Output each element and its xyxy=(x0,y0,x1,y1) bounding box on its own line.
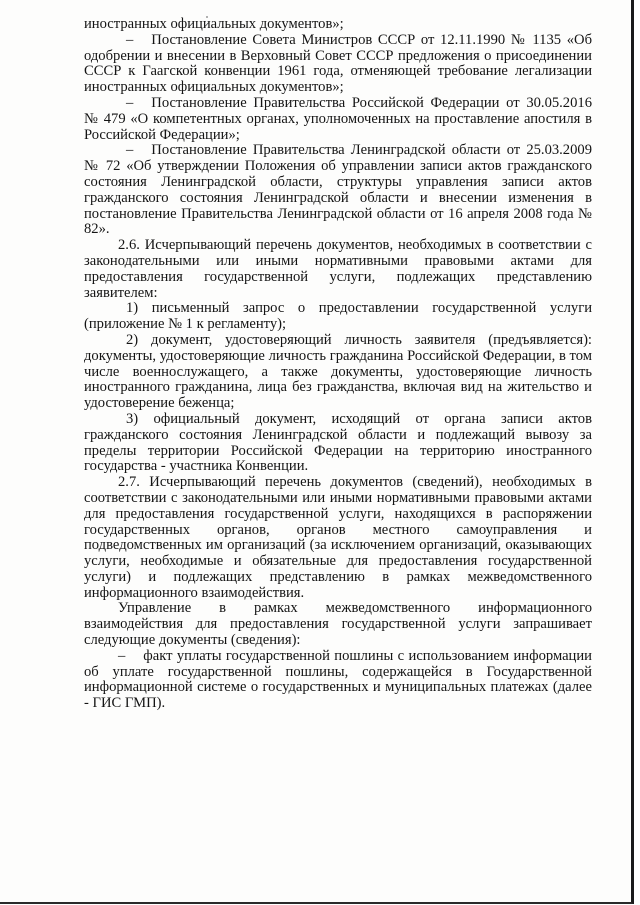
paragraph-11 xyxy=(84,649,592,712)
document-body xyxy=(84,17,592,712)
paragraph-5 xyxy=(84,238,592,301)
paragraph-6 xyxy=(84,301,592,333)
paragraph-9 xyxy=(84,475,592,601)
dash-marker: – xyxy=(126,31,134,48)
paragraph-1-text: иностранных официальных документов»; xyxy=(84,16,344,32)
paragraph-3 xyxy=(84,96,592,143)
paragraph-8-text: 3) официальный документ, исходящий от органа записи актов гражданского состояния Ленинградской области и подлежащий вывозу за пределы территории Российской Федерации на территорию иностранного государства - участника Конвенции. xyxy=(84,410,592,475)
paragraph-3-text: Постановление Правительства Российской Федерации от 30.05.2016 № 479 «О компетентных органах, уполномоченных на проставление апостиля в Российской Федерации»; xyxy=(84,94,592,143)
dash-marker: – xyxy=(126,94,134,111)
paragraph-7-text: 2) документ, удостоверяющий личность заявителя (предъявляется): документы, удостоверяющие личность гражданина Российской Федерации, в том числе военнослужащего, а также документы, удостоверяющие личность иностранного гражданина, лица без гражданства, включая вид на жительство и удостоверение беженца; xyxy=(84,331,592,412)
dash-marker: – xyxy=(118,647,126,664)
paragraph-11-text: факт уплаты государственной пошлины с использованием информации об уплате государственной пошлины, содержащейся в Государственной информационной системе о государственных и муниципальных платежах (далее - ГИС ГМП). xyxy=(84,647,592,712)
paragraph-4 xyxy=(84,143,592,238)
paragraph-10-text: Управление в рамках межведомственного информационного взаимодействия для предоставления государственной услуги запрашивает следующие документы (сведения): xyxy=(84,600,592,649)
dash-marker: – xyxy=(126,142,134,159)
paragraph-10 xyxy=(84,601,592,648)
paragraph-8 xyxy=(84,412,592,475)
paragraph-7 xyxy=(84,333,592,412)
paragraph-5-text: 2.6. Исчерпывающий перечень документов, необходимых в соответствии с законодательными или иными нормативными правовыми актами для предоставления государственной услуги, подлежащих представлению заявителем: xyxy=(84,237,592,301)
paragraph-2-text: Постановление Совета Министров СССР от 12.11.1990 № 1135 «Об одобрении и внесении в Верховный Совет СССР предложения о присоединении СССР к Гаагской конвенции 1961 года, отменяющей требование легализации иностранных официальных документов»; xyxy=(84,31,592,96)
paragraph-6-text: 1) письменный запрос о предоставлении государственной услуги (приложение № 1 к регламенту); xyxy=(84,300,592,333)
paragraph-1 xyxy=(84,17,592,33)
paragraph-4-text: Постановление Правительства Ленинградской области от 25.03.2009 № 72 «Об утверждении Положения об управлении записи актов гражданского состояния Ленинградской области, структуры управления записи актов гражданского состояния Ленинградской области и внесении изменения в постановление Правительства Ленинградской области от 16 апреля 2008 года № 82». xyxy=(84,142,592,238)
paragraph-9-text: 2.7. Исчерпывающий перечень документов (сведений), необходимых в соответствии с законодательными или иными нормативными правовыми актами для предоставления государственной услуги, находящихся в распоряжении государственных органов, органов местного самоуправления и подведомственных им организаций (за исключением организаций, оказывающих услуги, необходимые и обязательные для предоставления государственной услуги) и подлежащих представлению в рамках межведомственного информационного взаимодействия. xyxy=(84,474,592,601)
paragraph-2 xyxy=(84,33,592,96)
